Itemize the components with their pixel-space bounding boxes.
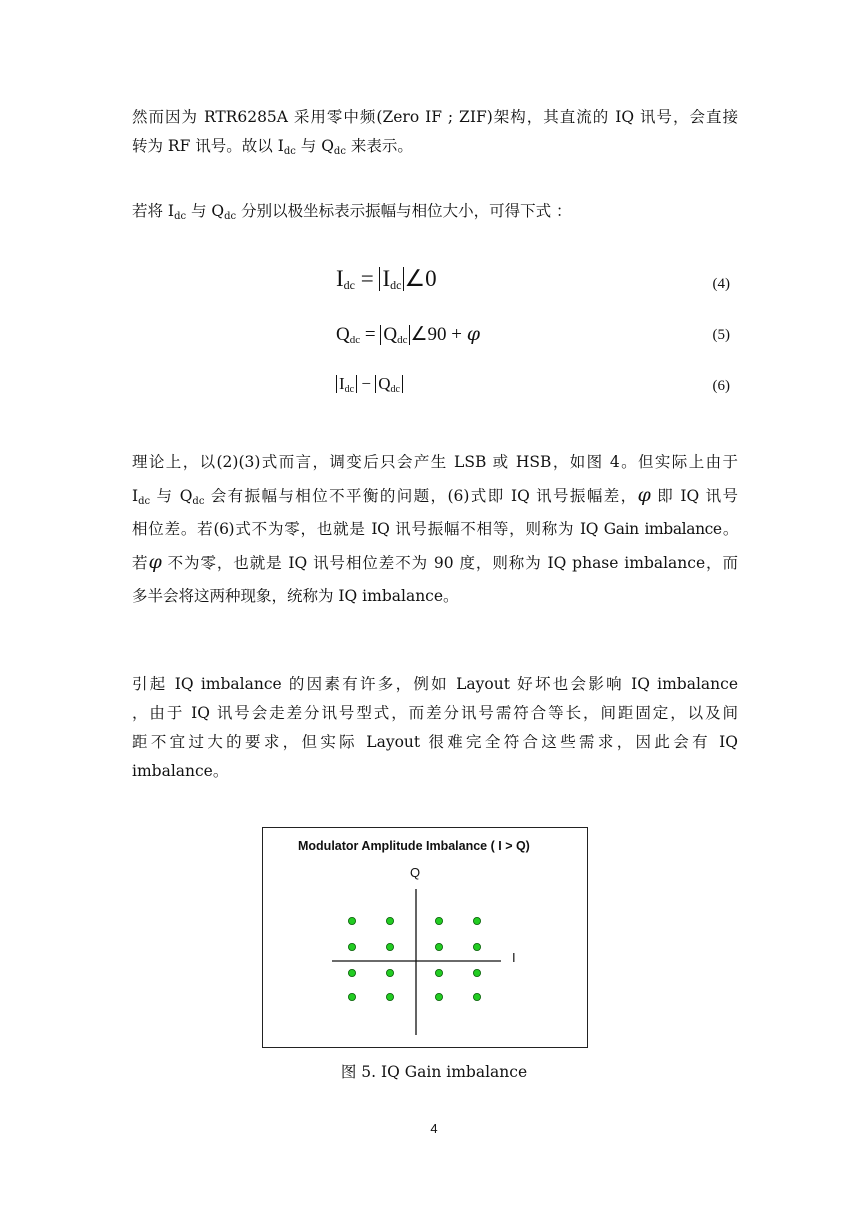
paragraph-4-line-2: ，由于 IQ 讯号会走差分讯号型式，而差分讯号需符合等长，间距固定，以及间 [132,704,738,722]
paragraph-3-line-5: 多半会将这两种现象，统称为 IQ imbalance。 [132,587,459,605]
constellation-point [386,943,393,950]
eq-rhs: ∠0 [404,266,437,291]
constellation-point [386,969,393,976]
paragraph-3-line-3: 相位差。若(6)式不为零，也就是 IQ 讯号振幅不相等，则称为 IQ Gain imbalance。 [132,520,738,538]
minus-sign: − [357,374,376,393]
subscript: dc [349,334,361,346]
paragraph-1-line-2 [132,132,738,161]
page-number: 4 [430,1121,438,1136]
constellation-point [435,969,442,976]
text-run: 不为零，也就是 IQ 讯号相位差不为 90 度，则称为 IQ phase imbalance，而 [161,554,738,572]
subscript: dc [224,211,237,222]
paragraph-4 [132,670,738,786]
paragraph-4-line-3: 距不宜过大的要求，但实际 Layout 很难完全符合这些需求，因此会有 IQ [132,733,738,751]
paragraph-3-line-4 [132,546,738,580]
subscript: dc [138,496,151,507]
text-run: 若 [132,554,149,572]
subscript: dc [397,334,408,346]
phi-symbol: φ [637,484,651,506]
paragraph-1 [132,103,738,161]
constellation-point [386,917,393,924]
equation-6-number: (6) [712,378,730,394]
eq-symbol: Q [378,374,391,393]
paragraph-2-line-1 [132,197,738,226]
constellation-point [348,943,355,950]
subscript: dc [390,384,400,395]
text-run: 与 Q [150,487,193,505]
paragraph-4-line-4: imbalance。 [132,762,229,780]
constellation-point [473,993,480,1000]
text-run: 分别以极坐标表示振幅与相位大小，可得下式 ： [236,202,572,220]
absolute-value [336,375,357,393]
eq-symbol: I [382,266,391,291]
subscript: dc [333,146,346,157]
eq-symbol: I [336,266,344,291]
text-run: 若将 I [132,202,175,220]
constellation-diagram [263,828,587,1047]
text-run: 即 IQ 讯号 [650,487,738,505]
equation-4 [336,266,437,292]
text-run: I [132,487,139,505]
constellation-point [473,943,480,950]
constellation-point [348,917,355,924]
subscript: dc [344,384,355,395]
equation-6 [336,374,403,394]
paragraph-3 [132,446,738,613]
eq-symbol: I [339,374,345,393]
text-run: 与 Q [295,137,334,155]
equation-5 [336,323,480,346]
constellation-point [435,917,442,924]
constellation-point [435,943,442,950]
paragraph-1-line-1: 然而因为 RTR6285A 采用零中频(Zero IF ; ZIF)架构，其直流的 IQ 讯号，会直接 [132,108,738,126]
phi-symbol: φ [148,551,162,573]
constellation-figure [262,827,588,1048]
absolute-value [379,267,404,291]
i-axis-label: I [512,950,516,965]
constellation-point [348,969,355,976]
phi-symbol: φ [466,323,481,345]
equals-sign: = [360,324,381,345]
constellation-points [348,917,480,1000]
subscript: dc [343,278,355,292]
text-run: 与 Q [186,202,225,220]
equation-4-number: (4) [712,276,730,292]
equation-5-number: (5) [712,327,730,343]
absolute-value [375,375,403,393]
constellation-point [435,993,442,1000]
figure-title: Modulator Amplitude Imbalance ( I > Q) [298,839,530,853]
paragraph-4-line-1: 引起 IQ imbalance 的因素有许多，例如 Layout 好坏也会影响 IQ imbalance [132,675,738,693]
text-run: 转为 RF 讯号。故以 I [132,137,284,155]
q-axis-label: Q [410,865,421,880]
paragraph-2 [132,197,738,226]
subscript: dc [174,211,187,222]
eq-symbol: Q [383,324,398,345]
constellation-point [348,993,355,1000]
equals-sign: = [355,266,380,291]
text-run: 来表示。 [345,137,413,155]
paragraph-3-line-1: 理论上，以(2)(3)式而言，调变后只会产生 LSB 或 HSB，如图 4。但实际上由于 [132,453,738,471]
figure-caption: 图 5. IQ Gain imbalance [340,1063,528,1081]
subscript: dc [192,496,205,507]
absolute-value [380,325,410,345]
constellation-point [473,969,480,976]
eq-symbol: Q [336,324,350,345]
eq-rhs: ∠90 + [410,324,467,345]
text-run: 会有振幅与相位不平衡的问题，(6)式即 IQ 讯号振幅差， [204,487,638,505]
subscript: dc [283,146,296,157]
subscript: dc [390,278,402,292]
constellation-point [473,917,480,924]
constellation-point [386,993,393,1000]
paragraph-3-line-2 [132,479,738,513]
